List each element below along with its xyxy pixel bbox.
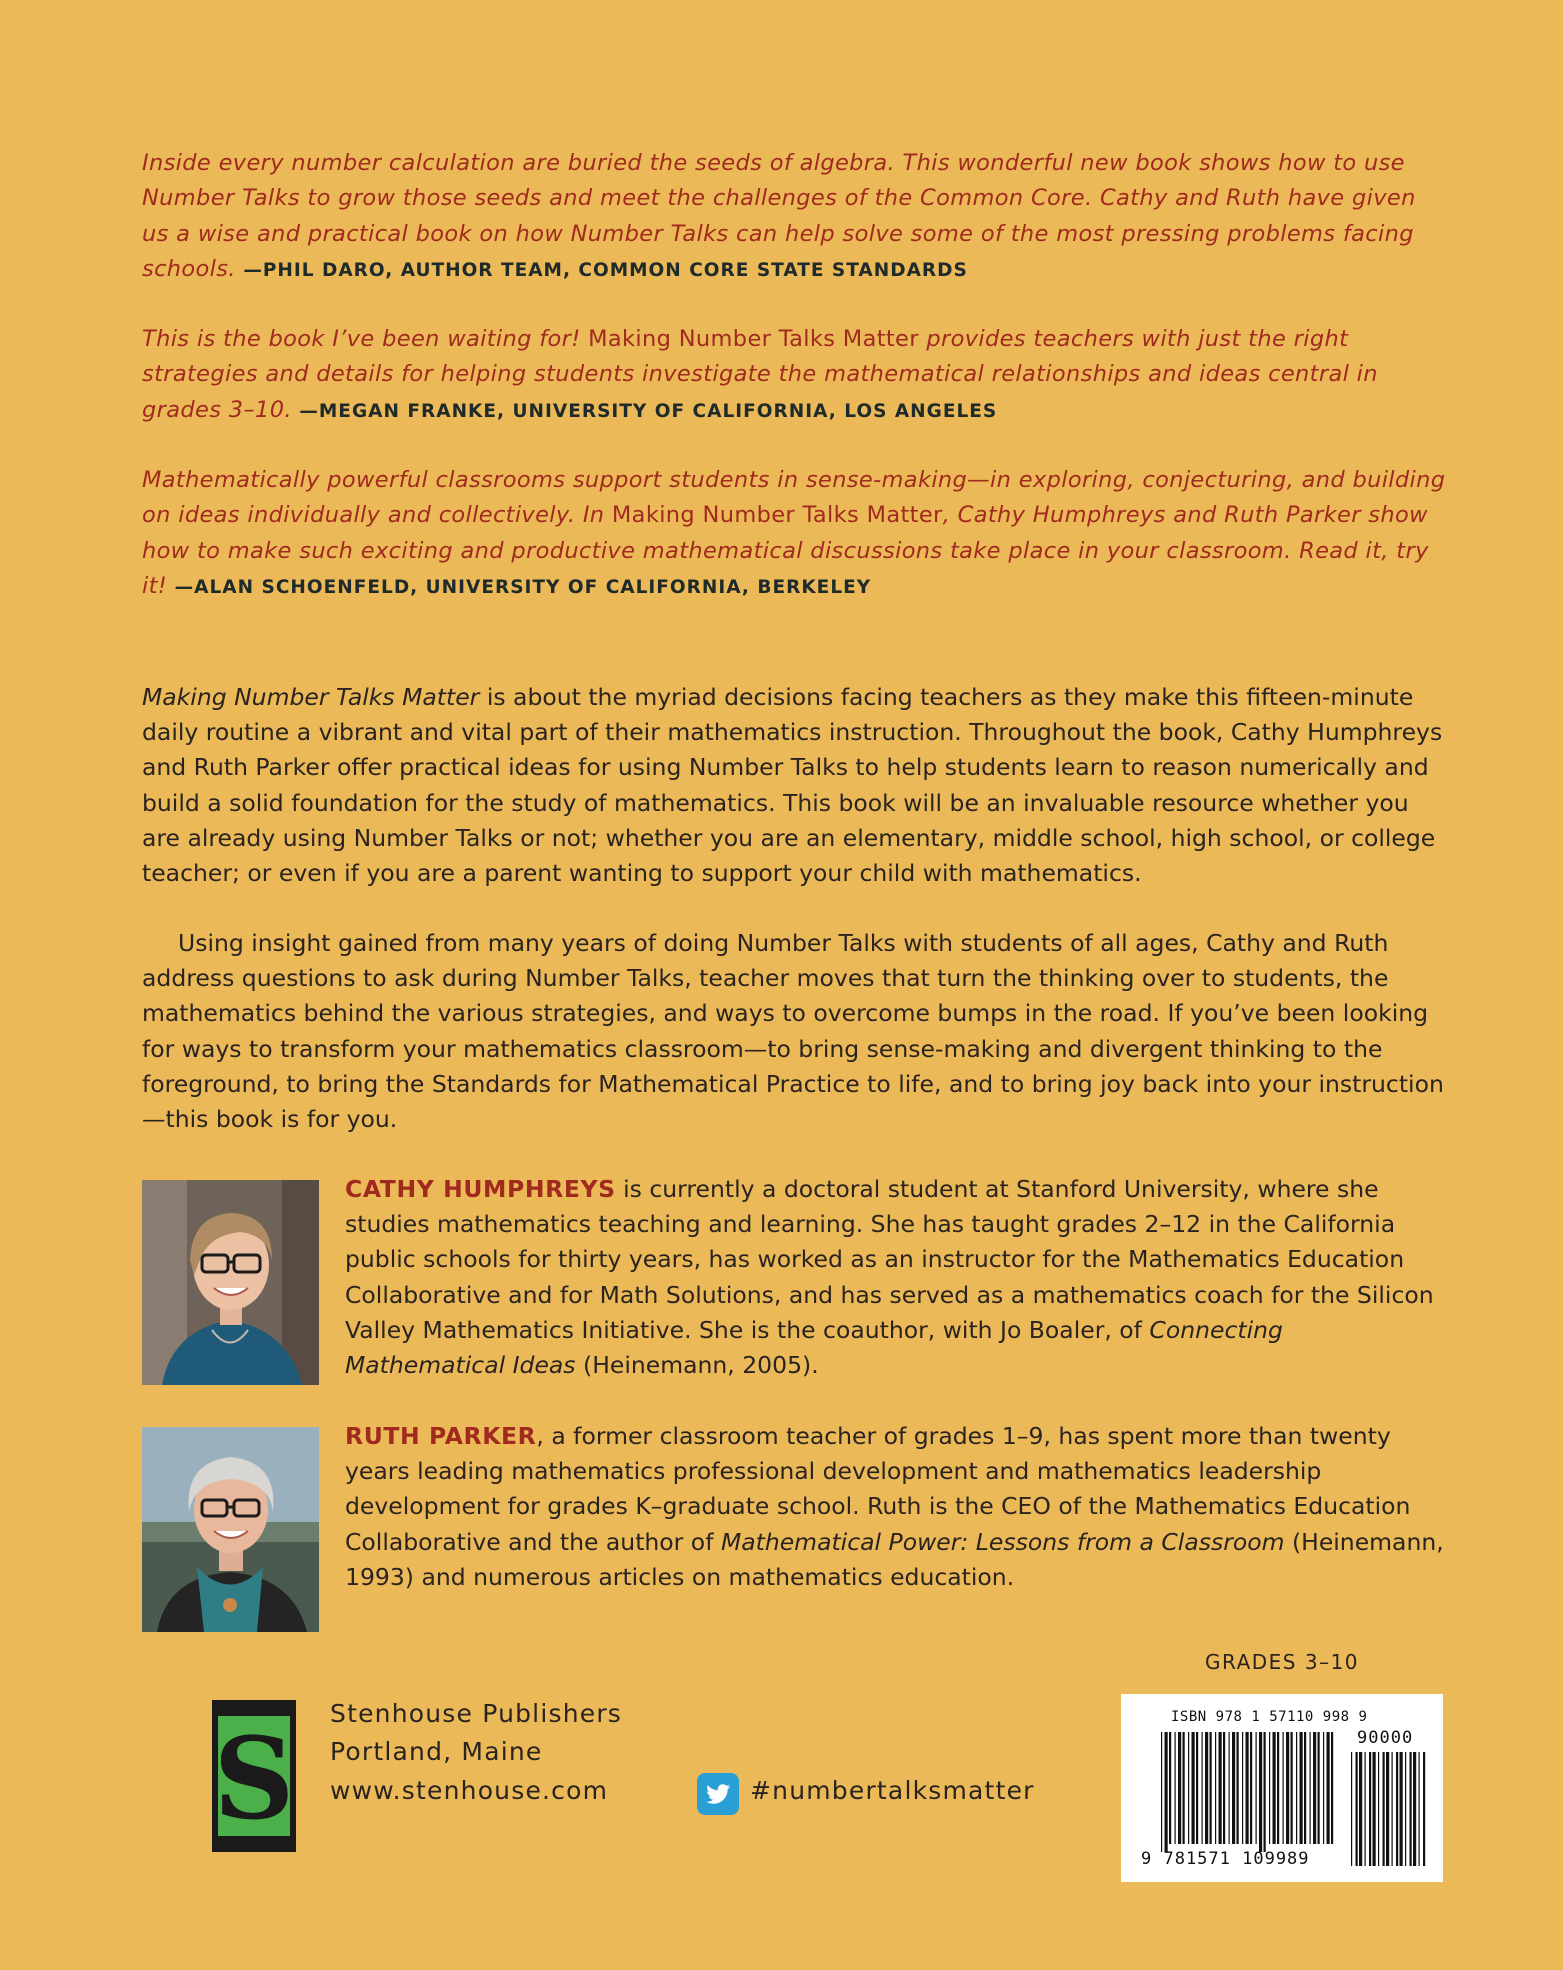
- barcode-bar: [1331, 1732, 1333, 1844]
- barcode-bar: [1310, 1732, 1311, 1844]
- description-text: Using insight gained from many years of doing Number Talks with students of all ages, Cathy and Ruth address questions to ask during Number Talks, teacher moves that turn the thinking over to students, the mathematics behind the various strategies, and ways to overcome bumps in the road. If you’ve been looking for ways to transform your mathematics classroom—to bring sense-making and divergent thinking to the foreground, to bring the Standards for Mathematical Practice to life, and to bring joy back into your instruction—this book is for you.: [142, 929, 1444, 1134]
- barcode-bar: [1178, 1732, 1181, 1844]
- isbn-number: ISBN 978 1 57110 998 9: [1171, 1709, 1368, 1725]
- book-title: Mathematical Power: Lessons from a Classroom: [720, 1527, 1285, 1556]
- barcode-bar: [1327, 1732, 1330, 1844]
- barcode-bar: [1323, 1732, 1324, 1844]
- barcode-bar: [1277, 1732, 1279, 1844]
- barcode-bar: [1423, 1752, 1425, 1866]
- barcode-bar: [1246, 1732, 1249, 1844]
- publisher-city: Portland, Maine: [330, 1737, 543, 1766]
- portrait-image: [142, 1427, 319, 1632]
- barcode-bar: [1196, 1732, 1198, 1844]
- grade-level: GRADES 3–10: [1205, 1650, 1360, 1674]
- quote-attribution: —PHIL DARO, AUTHOR TEAM, COMMON CORE STATE STANDARDS: [243, 259, 968, 281]
- book-title: Connecting Mathematical Ideas: [345, 1315, 1283, 1380]
- author-bio-parker: [345, 1419, 1450, 1595]
- quote-text: Inside every number calculation are buried the seeds of algebra. This wonderful new book shows how to use Number Talks to grow those seeds and meet the challenges of the Common Core. Cathy and Ruth have given us a wise and practical book on how Number Talks can help solve some of the most pressing problems facing schools.: [142, 150, 1416, 282]
- price-addon-digits: 90000: [1357, 1728, 1414, 1748]
- barcode-bar: [1313, 1732, 1316, 1844]
- book-title: Making Number Talks Matter: [142, 683, 480, 711]
- quote-text: Mathematically powerful classrooms support students in sense-making—in exploring, conjecturing, and building on ideas individually and collectively. In: [142, 467, 1446, 529]
- barcode-bar: [1219, 1732, 1222, 1844]
- barcode-bar: [1169, 1732, 1171, 1844]
- barcode-bar: [1202, 1732, 1203, 1844]
- barcode-bar: [1405, 1752, 1406, 1866]
- barcode-bar: [1386, 1752, 1389, 1866]
- logo-letter: S: [213, 1714, 295, 1845]
- author-photo-parker: [142, 1427, 319, 1632]
- barcode-bar: [1188, 1732, 1189, 1844]
- publisher-name: Stenhouse Publishers: [330, 1699, 623, 1728]
- portrait-image: [142, 1180, 319, 1385]
- barcode-bar: [1369, 1752, 1371, 1866]
- barcode-bar: [1205, 1732, 1208, 1844]
- author-photo-humphreys: [142, 1180, 319, 1385]
- barcode-bar: [1296, 1732, 1297, 1844]
- barcode-bar: [1165, 1732, 1168, 1852]
- barcode-bar: [1304, 1732, 1306, 1844]
- barcode-bar: [1410, 1752, 1412, 1866]
- barcode-bar: [1359, 1752, 1362, 1866]
- barcode-bar: [1273, 1732, 1276, 1844]
- author-name: RUTH PARKER: [345, 1422, 537, 1450]
- quote-daro: [142, 146, 1447, 288]
- description-paragraph-1: [142, 680, 1452, 891]
- barcode-bar: [1291, 1732, 1293, 1844]
- barcode-bar: [1400, 1752, 1403, 1866]
- barcode-bar: [1365, 1752, 1366, 1866]
- ean-digits: 9 781571 109989: [1141, 1849, 1310, 1869]
- bio-text: (Heinemann, 2005).: [575, 1351, 819, 1380]
- twitter-icon: [697, 1773, 739, 1815]
- bio-text: (Heinemann, 1993) and numerous articles on mathematics education.: [345, 1527, 1444, 1591]
- bio-text: is currently a doctoral student at Stanford University, where she studies mathematics teaching and learning. She has taught grades 2–12 in the California public schools for thirty years, has worked as an instructor for the Mathematics Education Collaborative and for Math Solutions, and has served as a mathematics coach for the Silicon Valley Mathematics Initiative. She is the coauthor, with Jo Boaler, of: [345, 1175, 1434, 1344]
- barcode-bar: [1351, 1752, 1352, 1866]
- barcode-bar: [1396, 1752, 1398, 1866]
- barcode-bar: [1229, 1732, 1230, 1844]
- quote-franke: [142, 322, 1447, 429]
- barcode-bar: [1183, 1732, 1185, 1844]
- logo-graphic: [212, 1700, 296, 1852]
- barcode-bar: [1269, 1732, 1270, 1844]
- publisher-website[interactable]: www.stenhouse.com: [330, 1776, 609, 1805]
- barcode-bar: [1232, 1732, 1235, 1844]
- barcode-bar: [1300, 1732, 1303, 1844]
- barcode-bar: [1250, 1732, 1252, 1844]
- barcode-bar: [1215, 1732, 1216, 1844]
- bio-text: , a former classroom teacher of grades 1–9, has spent more than twenty years leading mathematics professional development and mathematics leadership development for grades K–graduate school. Ruth is the CEO of the Mathematics Education Collaborative and the author of: [345, 1422, 1411, 1556]
- barcode-bar: [1392, 1752, 1393, 1866]
- barcode-bar: [1286, 1732, 1289, 1844]
- quote-attribution: —ALAN SCHOENFELD, UNIVERSITY OF CALIFORNIA, BERKELEY: [174, 576, 872, 598]
- barcode-bar: [1383, 1752, 1385, 1866]
- author-bio-humphreys: [345, 1172, 1450, 1383]
- description-paragraph-2: [142, 926, 1452, 1137]
- barcode-bar: [1419, 1752, 1420, 1866]
- barcode-bar: [1175, 1732, 1176, 1844]
- barcode-bar: [1264, 1732, 1266, 1852]
- barcode-bar: [1192, 1732, 1195, 1844]
- barcode-bar: [1161, 1732, 1162, 1852]
- quote-text: provides teachers with just the right strategies and details for helping students investigate the mathematical relationships and ideas central in grades 3–10.: [142, 326, 1378, 423]
- barcode-bar: [1283, 1732, 1284, 1844]
- quote-attribution: —MEGAN FRANKE, UNIVERSITY OF CALIFORNIA, LOS ANGELES: [299, 400, 998, 422]
- barcode-bar: [1373, 1752, 1376, 1866]
- quote-text: , Cathy Humphreys and Ruth Parker show how to make such exciting and productive mathematical discussions take place in your classroom. Read it, try it!: [142, 502, 1429, 599]
- twitter-hashtag[interactable]: #numbertalksmatter: [750, 1776, 1035, 1805]
- barcode-bar: [1223, 1732, 1225, 1844]
- book-title: Making Number Talks Matter: [611, 502, 943, 529]
- barcode-bar: [1318, 1732, 1320, 1844]
- barcode-bar: [1356, 1752, 1358, 1866]
- barcode-bar: [1378, 1752, 1379, 1866]
- barcode-bar: [1210, 1732, 1212, 1844]
- quote-schoenfeld: [142, 463, 1447, 605]
- stenhouse-logo: [212, 1700, 296, 1852]
- barcode-bar: [1259, 1732, 1262, 1852]
- description-text: is about the myriad decisions facing teachers as they make this fifteen-minute daily routine a vibrant and vital part of their mathematics instruction. Throughout the book, Cathy Humphreys and Ruth Parker offer practical ideas for using Number Talks to help students learn to reason numerically and build a solid foundation for the study of mathematics. This book will be an invaluable resource whether you are already using Number Talks or not; whether you are an elementary, middle school, high school, or college teacher; or even if you are a parent wanting to support your child with mathematics.: [142, 683, 1443, 888]
- barcode-bar: [1237, 1732, 1239, 1844]
- isbn-barcode: [1121, 1694, 1443, 1882]
- book-title: Making Number Talks Matter: [588, 326, 919, 352]
- author-name: CATHY HUMPHREYS: [345, 1175, 616, 1203]
- barcode-bar: [1256, 1732, 1257, 1844]
- barcode-bar: [1242, 1732, 1243, 1844]
- barcode-bar: [1413, 1752, 1416, 1866]
- twitter-bird-glyph: [697, 1773, 739, 1815]
- quote-text: This is the book I’ve been waiting for!: [142, 326, 589, 352]
